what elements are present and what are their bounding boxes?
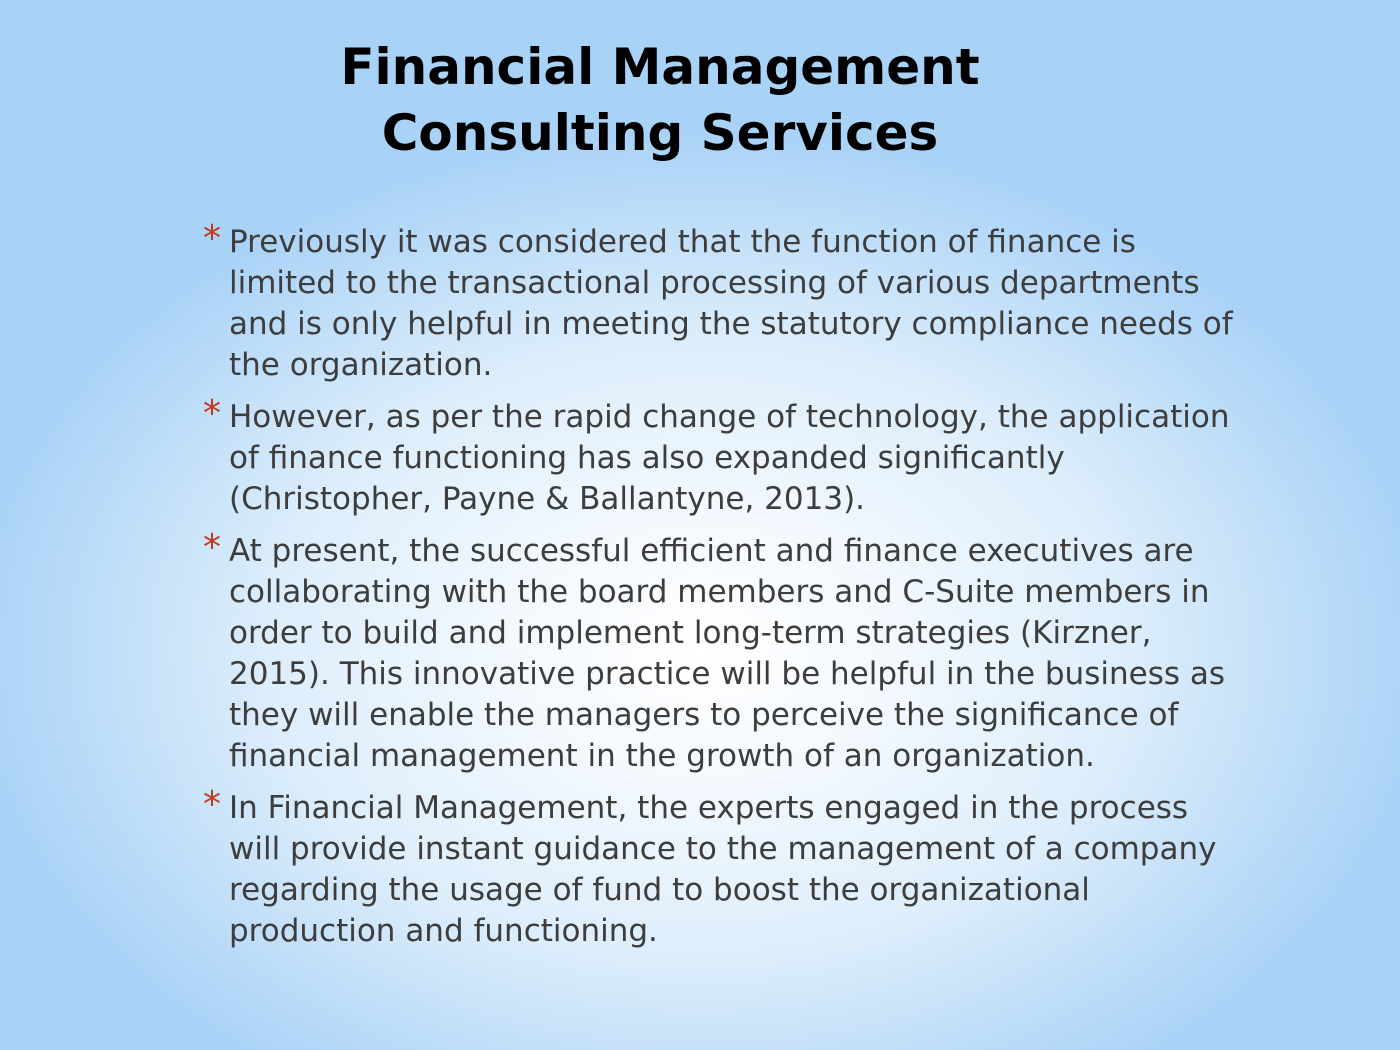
asterisk-bullet-icon: *: [203, 393, 221, 434]
bullet-text-4: In Financial Management, the experts engaged in the process will provide instant guidance to the management of a company regarding the usage of fund to boost the organizational production and functioning.: [229, 790, 1217, 949]
bullet-text-3: At present, the successful efficient and finance executives are collaborating with the board members and C-Suite members in order to build and implement long-term strategies (Kirzner, 2015). This innovative practice will be helpful in the business as they will enable the managers to perceive the significance of financial management in the growth of an organization.: [229, 533, 1225, 774]
slide-title-line-2: Consulting Services: [381, 104, 939, 162]
slide-title-line-1: Financial Management: [340, 38, 980, 96]
asterisk-bullet-icon: *: [203, 218, 221, 259]
bullet-item-2: [203, 393, 1243, 520]
bullet-item-1: [203, 218, 1243, 386]
bullet-list: [203, 218, 1243, 963]
bullet-text-1: Previously it was considered that the function of finance is limited to the transactional processing of various departments and is only helpful in meeting the statutory compliance needs of the organization.: [229, 224, 1233, 383]
slide-title: [260, 34, 1060, 166]
bullet-text-2: However, as per the rapid change of technology, the application of finance functioning has also expanded significantly (Christopher, Payne & Ballantyne, 2013).: [229, 399, 1230, 517]
asterisk-bullet-icon: *: [203, 784, 221, 825]
bullet-item-4: [203, 784, 1243, 952]
bullet-item-3: [203, 527, 1243, 777]
asterisk-bullet-icon: *: [203, 527, 221, 568]
